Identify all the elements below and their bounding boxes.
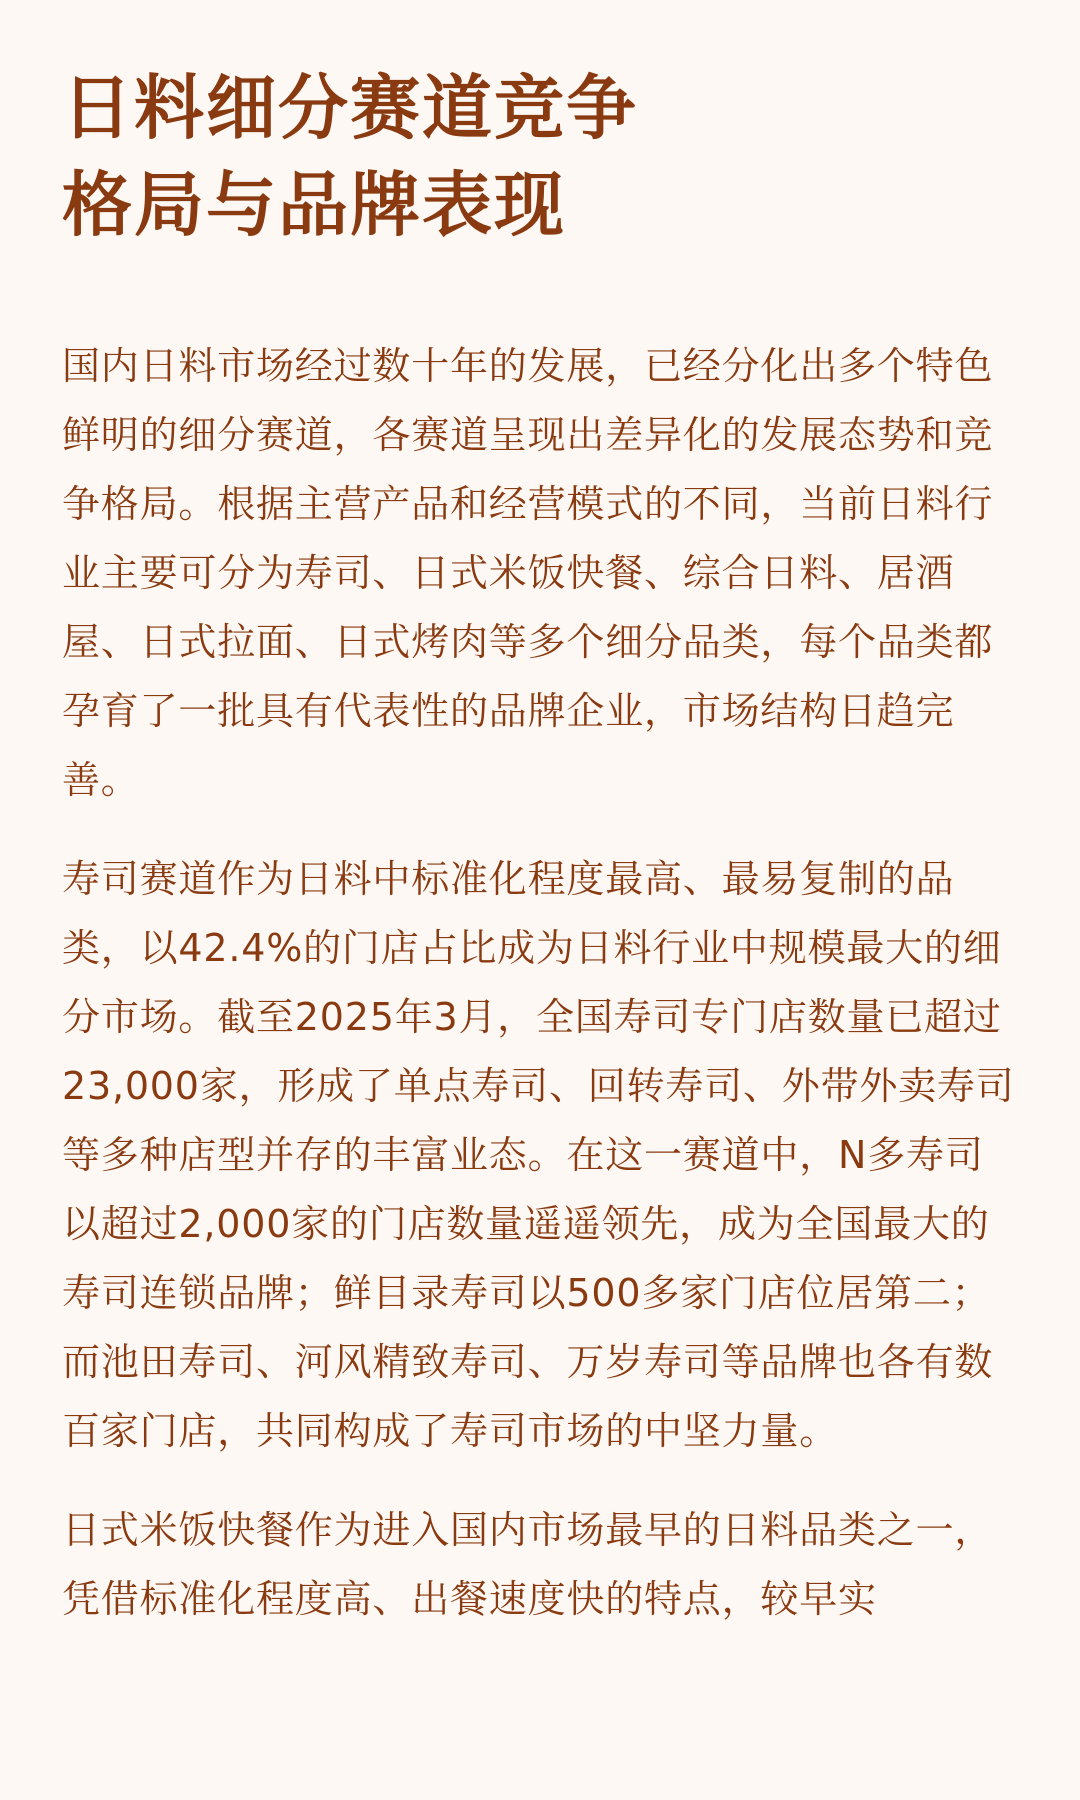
paragraph-overview: 国内日料市场经过数十年的发展，已经分化出多个特色鲜明的细分赛道，各赛道呈现出差异化的发展态势和竞争格局。根据主营产品和经营模式的不同，当前日料行业主要可分为寿司、日式米饭快餐、综合日料、居酒屋、日式拉面、日式烤肉等多个细分品类，每个品类都孕育了一批具有代表性的品牌企业，市场结构日趋完善。 bbox=[62, 344, 994, 802]
paragraph-sushi: 寿司赛道作为日料中标准化程度最高、最易复制的品类，以42.4%的门店占比成为日料行业中规模最大的细分市场。截至2025年3月，全国寿司专门店数量已超过23,000家，形成了单点寿司、回转寿司、外带外卖寿司等多种店型并存的丰富业态。在这一赛道中，N多寿司以超过2,000家的门店数量遥遥领先，成为全国最大的寿司连锁品牌；鲜目录寿司以500多家门店位居第二；而池田寿司、河风精致寿司、万岁寿司等品牌也各有数百家门店，共同构成了寿司市场的中坚力量。 bbox=[62, 857, 1015, 1453]
article-body bbox=[62, 332, 1022, 1664]
paragraph-rice-fastfood: 日式米饭快餐作为进入国内市场最早的日料品类之一，凭借标准化程度高、出餐速度快的特点，较早实 bbox=[62, 1508, 994, 1621]
title-line-2: 格局与品牌表现 bbox=[62, 164, 566, 246]
title-line-1: 日料细分赛道竞争 bbox=[62, 67, 638, 149]
article-title bbox=[62, 60, 962, 254]
